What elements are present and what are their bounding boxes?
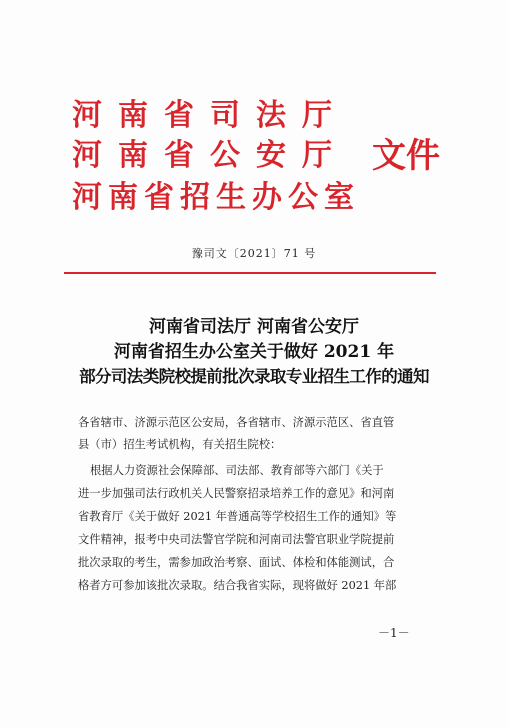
title-line-3: 部分司法类院校提前批次录取专业招生工作的通知 <box>79 367 429 386</box>
document-number: 豫司文〔2021〕71 号 <box>191 247 317 260</box>
page-number: －1－ <box>378 626 410 640</box>
issuer-admissions-office: 河南省招生办公室 <box>72 180 360 215</box>
body-line: 各省辖市、济源示范区公安局，各省辖市、济源示范区、省直管 <box>78 416 395 429</box>
title-line-2: 河南省招生办公室关于做好 2021 年 <box>113 342 395 362</box>
body-line: 文件精神，报考中央司法警官学院和河南司法警官职业学院提前 <box>78 533 395 546</box>
body-line: 批次录取的考生，需参加政治考察、面试、体检和体能测试，合 <box>78 556 395 569</box>
body-line: 根据人力资源社会保障部、司法部、教育部等六部门《关于 <box>90 464 384 477</box>
title-line-1: 河南省司法厅 河南省公安厅 <box>149 317 359 337</box>
body-line: 进一步加强司法行政机关人民警察招录培养工作的意见》和河南 <box>78 487 395 500</box>
body-line: 格者方可参加该批次录取。结合我省实际，现将做好 2021 年部 <box>78 579 397 592</box>
body-line: 县（市）招生考试机构，有关招生院校： <box>78 438 282 451</box>
document-type-label: 文件 <box>372 136 440 176</box>
body-line: 省教育厅《关于做好 2021 年普通高等学校招生工作的通知》等 <box>78 510 397 523</box>
issuer-public-security-department: 河南省公安厅 <box>72 138 348 173</box>
issuer-justice-department: 河南省司法厅 <box>72 98 348 133</box>
red-divider-line <box>64 272 436 274</box>
